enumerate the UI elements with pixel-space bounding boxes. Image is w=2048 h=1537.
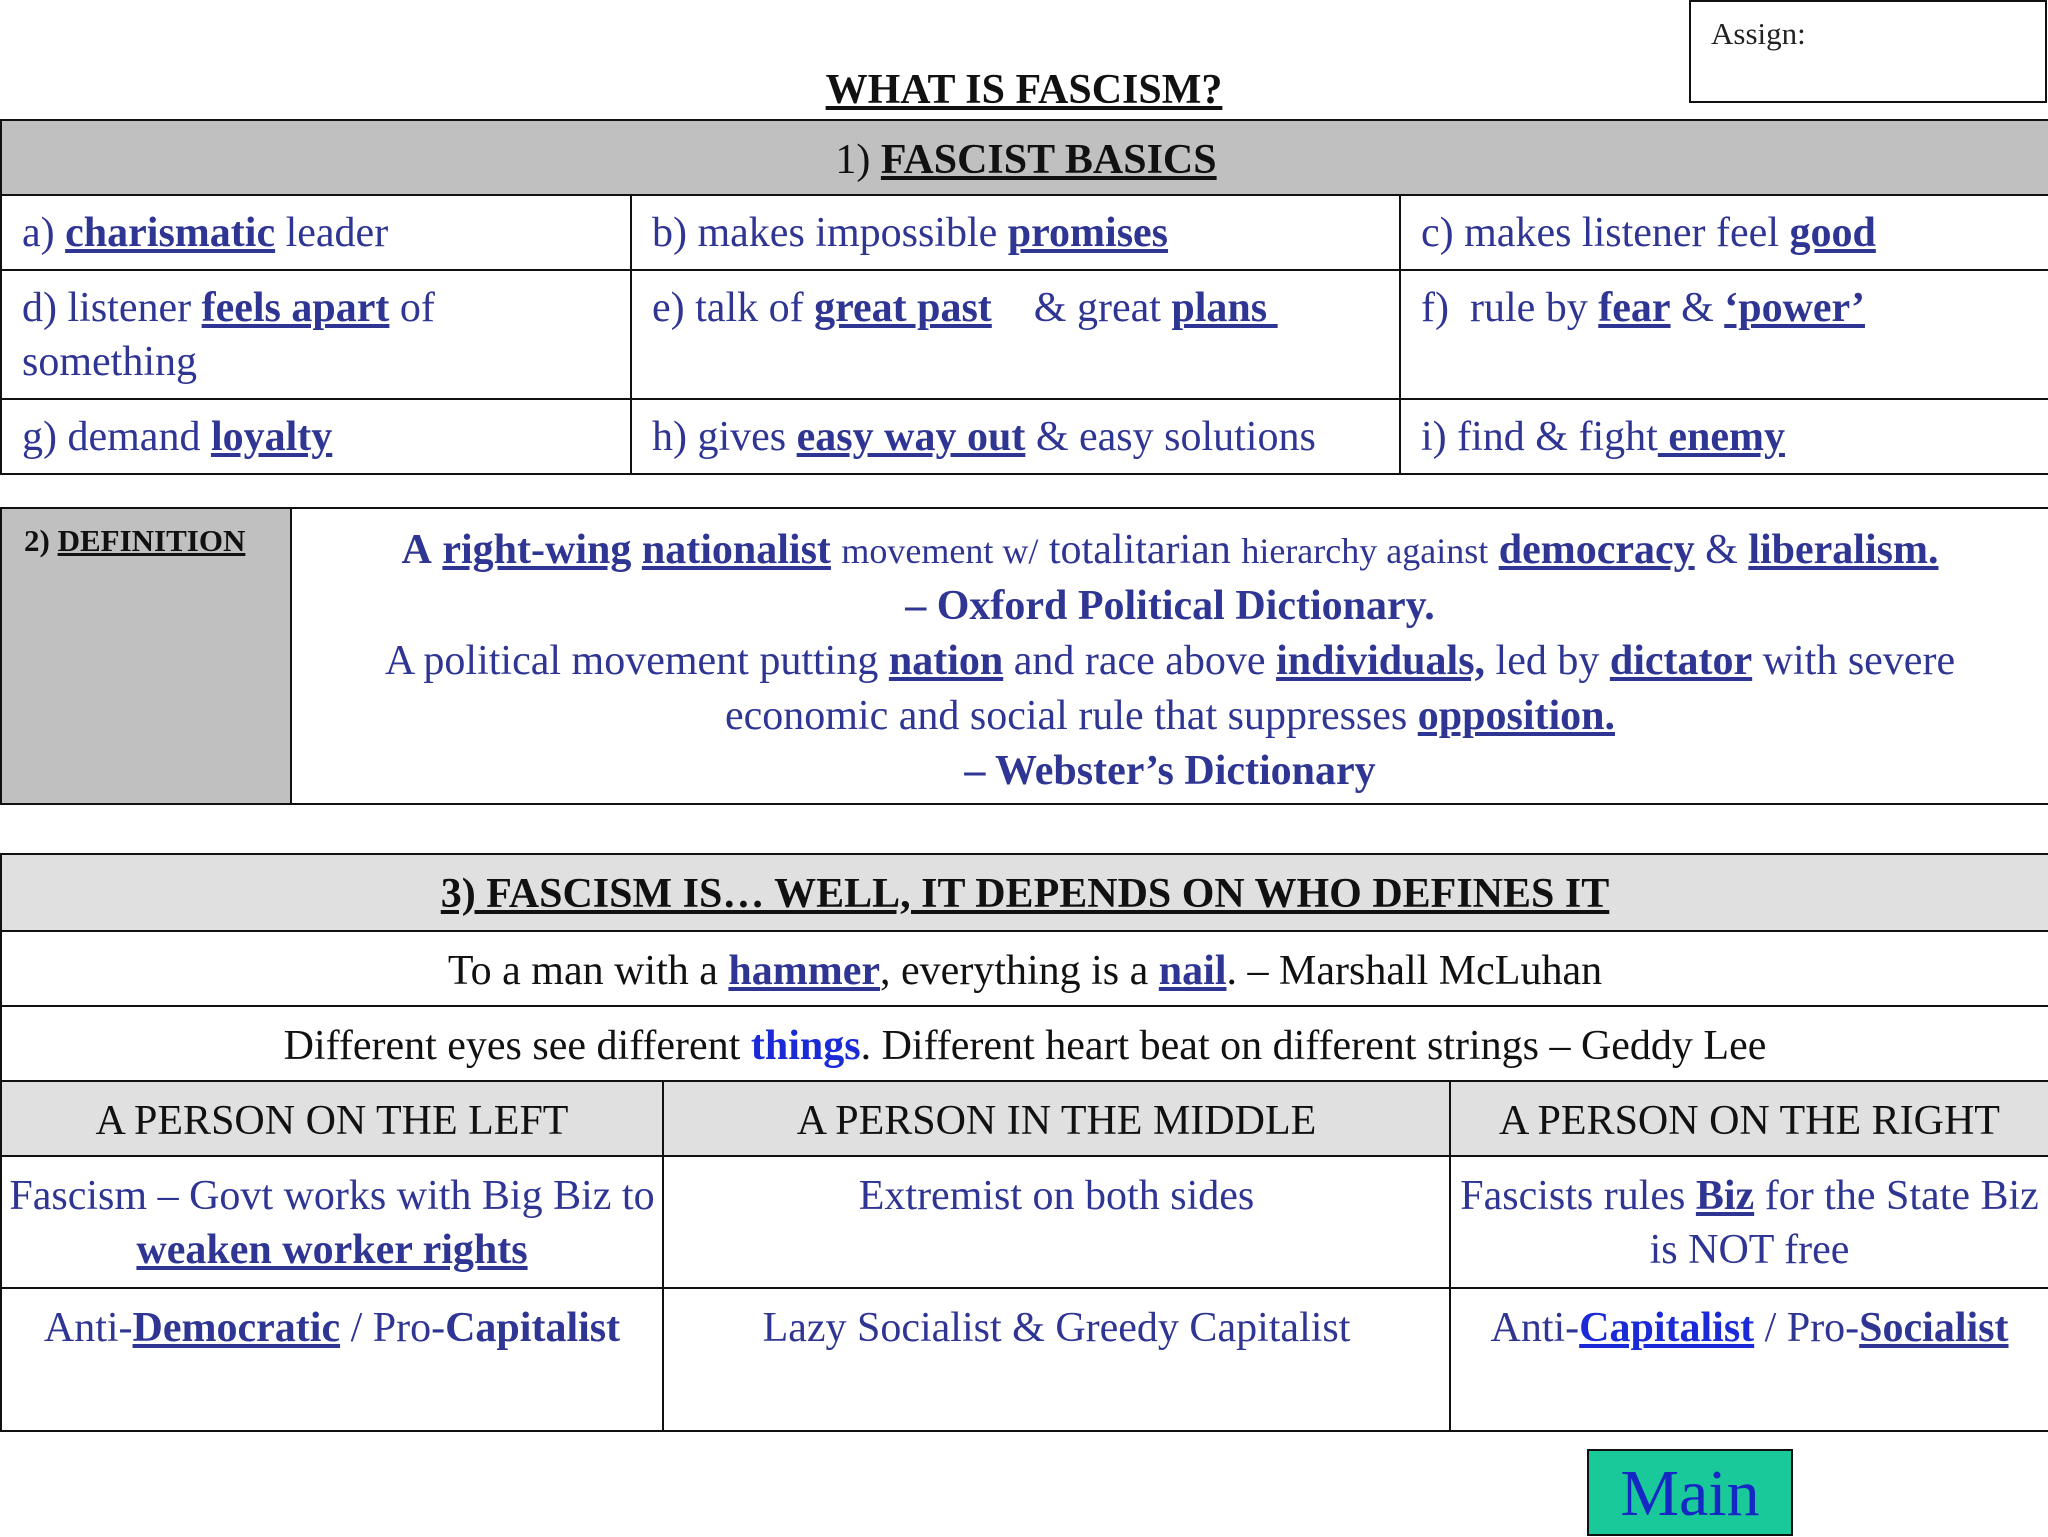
basic-h: h) gives easy way out & easy solutions bbox=[631, 399, 1400, 474]
middle-view-2: Lazy Socialist & Greedy Capitalist bbox=[663, 1288, 1450, 1431]
basic-c: c) makes listener feel good bbox=[1400, 195, 2048, 270]
definition-table bbox=[0, 507, 2048, 805]
column-right: A PERSON ON THE RIGHT bbox=[1450, 1081, 2048, 1156]
definition-text bbox=[291, 508, 2048, 804]
section1-number: 1) bbox=[835, 137, 871, 183]
basic-i: i) find & fight enemy bbox=[1400, 399, 2048, 474]
left-view-2: Anti-Democratic / Pro-Capitalist bbox=[1, 1288, 663, 1431]
webster-source: – Webster’s Dictionary bbox=[964, 748, 1376, 794]
right-view-2: Anti-Capitalist / Pro-Socialist bbox=[1450, 1288, 2048, 1431]
definition-webster: A political movement putting nation and race above individuals, led by dictator with severe economic and social rule that suppresses opposition. bbox=[384, 638, 1956, 739]
column-middle: A PERSON IN THE MIDDLE bbox=[663, 1081, 1450, 1156]
right-view-1: Fascists rules Biz for the State Biz is NOT free bbox=[1450, 1156, 2048, 1288]
assign-label: Assign: bbox=[1711, 16, 1806, 51]
basic-d: d) listener feels apart of something bbox=[1, 270, 631, 399]
left-view-1: Fascism – Govt works with Big Biz to weaken worker rights bbox=[1, 1156, 663, 1288]
section3-heading: 3) FASCISM IS… WELL, IT DEPENDS ON WHO DEFINES IT bbox=[1, 854, 2048, 931]
page-title: WHAT IS FASCISM? bbox=[825, 67, 1223, 113]
basic-f: f) rule by fear & ‘power’ bbox=[1400, 270, 2048, 399]
quote-mcluhan: To a man with a hammer, everything is a nail. – Marshall McLuhan bbox=[1, 931, 2048, 1006]
main-button[interactable]: Main bbox=[1587, 1449, 1793, 1536]
basic-e: e) talk of great past & great plans bbox=[631, 270, 1400, 399]
section1-heading bbox=[1, 120, 2048, 195]
oxford-source: – Oxford Political Dictionary. bbox=[905, 583, 1435, 629]
definition-oxford: A right-wing nationalist movement w/ totalitarian hierarchy against democracy & liberalism. bbox=[401, 527, 1939, 573]
section1-title: FASCIST BASICS bbox=[880, 137, 1217, 183]
basic-g: g) demand loyalty bbox=[1, 399, 631, 474]
definition-label: 2) DEFINITION bbox=[1, 508, 291, 804]
quote-geddy-lee: Different eyes see different things. Different heart beat on different strings – Geddy Lee bbox=[1, 1006, 2048, 1081]
column-left: A PERSON ON THE LEFT bbox=[1, 1081, 663, 1156]
basic-b: b) makes impossible promises bbox=[631, 195, 1400, 270]
perspectives-table bbox=[0, 853, 2048, 1432]
basic-a: a) charismatic leader bbox=[1, 195, 631, 270]
fascist-basics-table bbox=[0, 119, 2048, 475]
middle-view-1: Extremist on both sides bbox=[663, 1156, 1450, 1288]
